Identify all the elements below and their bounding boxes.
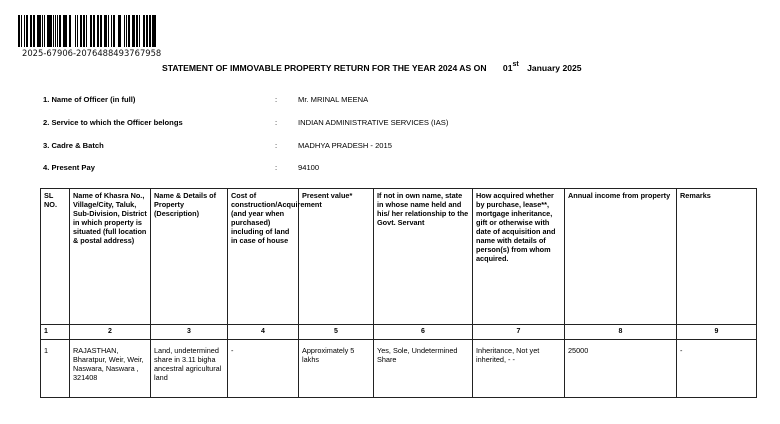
column-number: 3: [151, 325, 228, 340]
info-colon: :: [275, 163, 278, 172]
column-number: 7: [473, 325, 565, 340]
header-property-details: Name & Details of Property (Description): [151, 189, 228, 325]
header-how-acquired: How acquired whether by purchase, lease**, mortgage inheritance, gift or otherwise with date of acquisition and name with details of person(s) from whom acquired.: [473, 189, 565, 325]
info-colon: :: [275, 141, 278, 150]
header-owner-relationship: If not in own name, state in whose name held and his/ her relationship to the Govt. Servant: [374, 189, 473, 325]
cell-property-details: Land, undetermined share in 3.11 bigha ancestral agricultural land: [151, 340, 228, 398]
info-value: 94100: [298, 163, 320, 172]
column-number: 4: [228, 325, 299, 340]
title-month-year: January 2025: [527, 62, 582, 73]
header-present-value: Present value*: [299, 189, 374, 325]
info-value: MADHYA PRADESH - 2015: [298, 141, 392, 150]
cell-annual-income: 25000: [565, 340, 677, 398]
column-number-row: [41, 325, 757, 340]
info-label: 1. Name of Officer (in full): [43, 95, 136, 104]
barcode-number: 2025-67906-2076488493767958: [22, 48, 162, 58]
column-number: 2: [70, 325, 151, 340]
statement-title: [162, 62, 582, 73]
cell-present-value: Approximately 5 lakhs: [299, 340, 374, 398]
info-colon: :: [275, 118, 278, 127]
title-day: [503, 63, 519, 73]
cell-remarks: -: [677, 340, 757, 398]
info-value: Mr. MRINAL MEENA: [298, 95, 369, 104]
header-cost: Cost of construction/Acquirement (and year when purchased) including of land in case of house: [228, 189, 299, 325]
info-colon: :: [275, 95, 278, 104]
title-text: STATEMENT OF IMMOVABLE PROPERTY RETURN FOR THE YEAR 2024 AS ON: [162, 62, 487, 73]
info-value: INDIAN ADMINISTRATIVE SERVICES (IAS): [298, 118, 449, 127]
cell-location: RAJASTHAN, Bharatpur, Weir, Weir, Naswara, Naswara , 321408: [70, 340, 151, 398]
info-label: 3. Cadre & Batch: [43, 141, 104, 150]
header-annual-income: Annual income from property: [565, 189, 677, 325]
cell-sl-no: 1: [41, 340, 70, 398]
barcode: [18, 15, 158, 47]
cell-how-acquired: Inheritance, Not yet inherited, - -: [473, 340, 565, 398]
table-row: [41, 340, 757, 398]
day-number: 01: [502, 62, 513, 73]
barcode-bar: [156, 15, 158, 47]
header-location: Name of Khasra No., Village/City, Taluk, Sub-Division, District in which property is situated (full location & postal address): [70, 189, 151, 325]
column-number: 8: [565, 325, 677, 340]
header-remarks: Remarks: [677, 189, 757, 325]
column-number: 5: [299, 325, 374, 340]
cell-owner-relationship: Yes, Sole, Undetermined Share: [374, 340, 473, 398]
cell-cost: -: [228, 340, 299, 398]
column-number: 6: [374, 325, 473, 340]
header-sl-no: SL NO.: [41, 189, 70, 325]
header-row: [41, 189, 757, 325]
property-table: [40, 188, 757, 398]
info-label: 4. Present Pay: [43, 163, 95, 172]
info-label: 2. Service to which the Officer belongs: [43, 118, 183, 127]
column-number: 9: [677, 325, 757, 340]
day-suffix: st: [512, 61, 519, 68]
column-number: 1: [41, 325, 70, 340]
